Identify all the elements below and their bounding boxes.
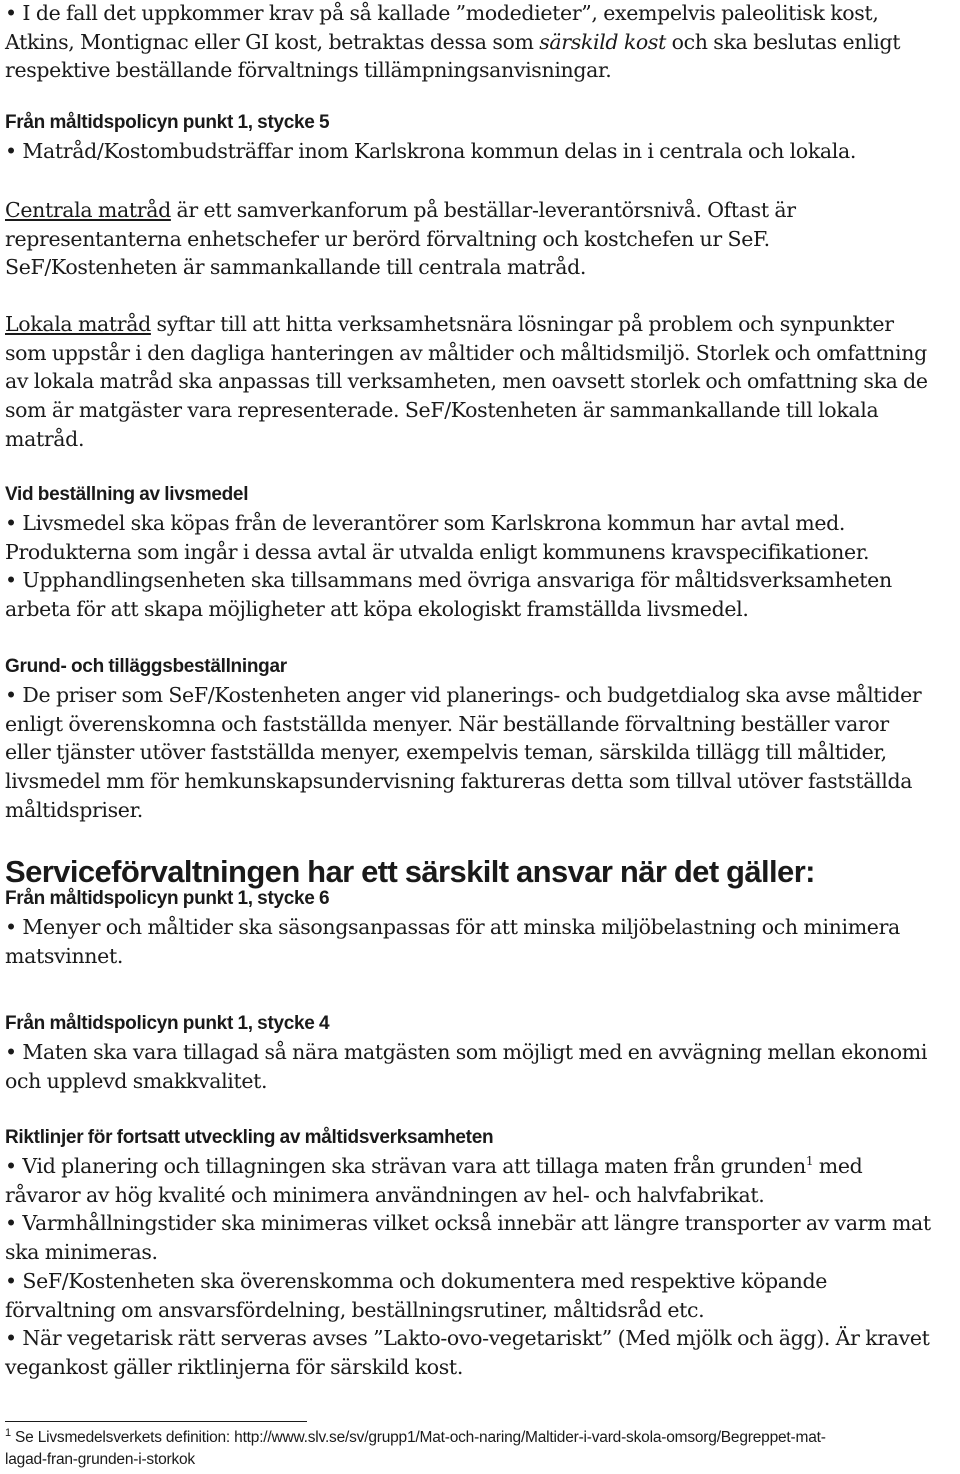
policy-section-4 (5, 1010, 960, 1095)
text-span: • Vid planering och tillagningen ska strävan vara att tillaga maten från grunden (5, 1154, 806, 1178)
bullet-item: • Varmhållningstider ska minimeras vilket också innebär att längre transporter av varm mat (5, 1211, 931, 1236)
footnote-line (5, 1427, 960, 1449)
text-line: livsmedel mm för hemkunskapsundervisning faktureras detta som tillval utöver fastställda (5, 769, 913, 794)
local-council-term: Lokala matråd (5, 312, 151, 336)
text-line: vegankost gäller riktlinjerna för särskild kost. (5, 1354, 463, 1379)
local-council-paragraph (5, 310, 960, 454)
footnote (5, 1427, 960, 1471)
footnote-text: Se Livsmedelsverkets definition: http://www.slv.se/sv/grupp1/Mat-och-naring/Maltider-i-vard-skola-omsorg/Begreppet-mat- (10, 1429, 826, 1446)
bullet-item (5, 1152, 960, 1181)
text-line: eller tjänster utöver fastställda menyer, exempelvis teman, särskilda tillägg till måltider, (5, 740, 887, 765)
bullet-item: • Livsmedel ska köpas från de leverantörer som Karlskrona kommun har avtal med. (5, 511, 846, 535)
base-additional-orders-section (5, 653, 960, 825)
text-line: ska minimeras. (5, 1240, 158, 1265)
footnote-reference: 1 (805, 1154, 814, 1169)
central-council-paragraph (5, 196, 960, 282)
text-line: enligt överenskomna och fastställda menyer. När beställande förvaltning beställer varor (5, 711, 889, 736)
section-heading: Från måltidspolicyn punkt 1, stycke 6 (5, 888, 330, 909)
bullet-item: • När vegetarisk rätt serveras avses ”Lakto-ovo-vegetariskt” (Med mjölk och ägg). Är kravet (5, 1326, 930, 1351)
bullet-item: • Upphandlingsenheten ska tillsammans med övriga ansvariga för måltidsverksamheten (5, 568, 892, 593)
bullet-item: • SeF/Kostenheten ska överenskomma och dokumentera med respektive köpande (5, 1268, 828, 1293)
section-heading: Grund- och tilläggsbeställningar (5, 656, 287, 677)
section-heading: Från måltidspolicyn punkt 1, stycke 5 (5, 112, 330, 133)
text-line: • I de fall det uppkommer krav på så kallade ”modedieter”, exempelvis paleolitisk kost, (5, 1, 879, 25)
text-span: och ska beslutas enligt (665, 29, 901, 54)
text-line: som är matgäster vara representerade. SeF/Kostenheten är sammankallande till lokala (5, 398, 879, 423)
text-line (5, 196, 960, 225)
text-line: av lokala matråd ska anpassas till verksamheten, men oavsett storlek och omfattning ska de (5, 369, 928, 394)
bullet-item: • Menyer och måltider ska säsongsanpassas för att minska miljöbelastning och minimera (5, 915, 900, 939)
text-line: förvaltning om ansvarsfördelning, beställningsrutiner, måltidsråd etc. (5, 1297, 705, 1322)
bullet-item: • De priser som SeF/Kostenheten anger vid planerings- och budgetdialog ska avse måltider (5, 683, 922, 707)
section-heading: Vid beställning av livsmedel (5, 484, 249, 505)
text-line: råvaror av hög kvalité och minimera användningen av hel- och halvfabrikat. (5, 1182, 765, 1207)
text-line: Produkterna som ingår i dessa avtal är utvalda enligt kommunens kravspecifikationer. (5, 539, 870, 564)
section-heading: Från måltidspolicyn punkt 1, stycke 4 (5, 1013, 330, 1034)
modediet-paragraph (5, 0, 960, 85)
section-heading: Riktlinjer för fortsatt utveckling av måltidsverksamheten (5, 1127, 494, 1148)
bullet-item: • Maten ska vara tillagad så nära matgästen som möjligt med en avvägning mellan ekonomi (5, 1040, 928, 1064)
text-line: representanterna enhetschefer ur berörd förvaltning och kostchefen ur SeF. (5, 226, 770, 251)
text-line: respektive beställande förvaltnings tillämpningsanvisningar. (5, 58, 612, 83)
text-line: som uppstår i den dagliga hanteringen av måltider och måltidsmiljö. Storlek och omfattning (5, 340, 927, 365)
text-line: och upplevd smakkvalitet. (5, 1068, 268, 1093)
text-line: arbeta för att skapa möjligheter att köpa ekologiskt framställda livsmedel. (5, 597, 749, 622)
footnote-divider (5, 1421, 307, 1422)
text-span: Atkins, Montignac eller GI kost, betraktas dessa som (5, 29, 540, 54)
major-heading: Serviceförvaltningen har ett särskilt ansvar när det gäller: (5, 854, 815, 889)
emphasis-special-diet: särskild kost (539, 29, 666, 54)
text-line: matråd. (5, 426, 85, 451)
footnote-number: 1 (5, 1426, 11, 1439)
text-span: med (813, 1154, 863, 1178)
service-responsibility-section (5, 853, 960, 970)
ordering-food-section (5, 481, 960, 624)
text-line (5, 28, 960, 57)
footnote-line: lagad-fran-grunden-i-storkok (5, 1451, 195, 1468)
bullet-item: • Matråd/Kostombudsträffar inom Karlskrona kommun delas in i centrala och lokala. (5, 139, 857, 163)
central-council-term: Centrala matråd (5, 198, 171, 222)
text-line: matsvinnet. (5, 943, 123, 968)
text-line (5, 310, 960, 339)
guidelines-section (5, 1124, 960, 1382)
policy-section-5 (5, 109, 960, 166)
text-span: syftar till att hitta verksamhetsnära lösningar på problem och synpunkter (150, 312, 894, 336)
text-line: SeF/Kostenheten är sammankallande till centrala matråd. (5, 255, 587, 280)
text-line: måltidspriser. (5, 797, 143, 822)
text-span: är ett samverkanforum på beställar-leverantörsnivå. Oftast är (170, 198, 796, 222)
